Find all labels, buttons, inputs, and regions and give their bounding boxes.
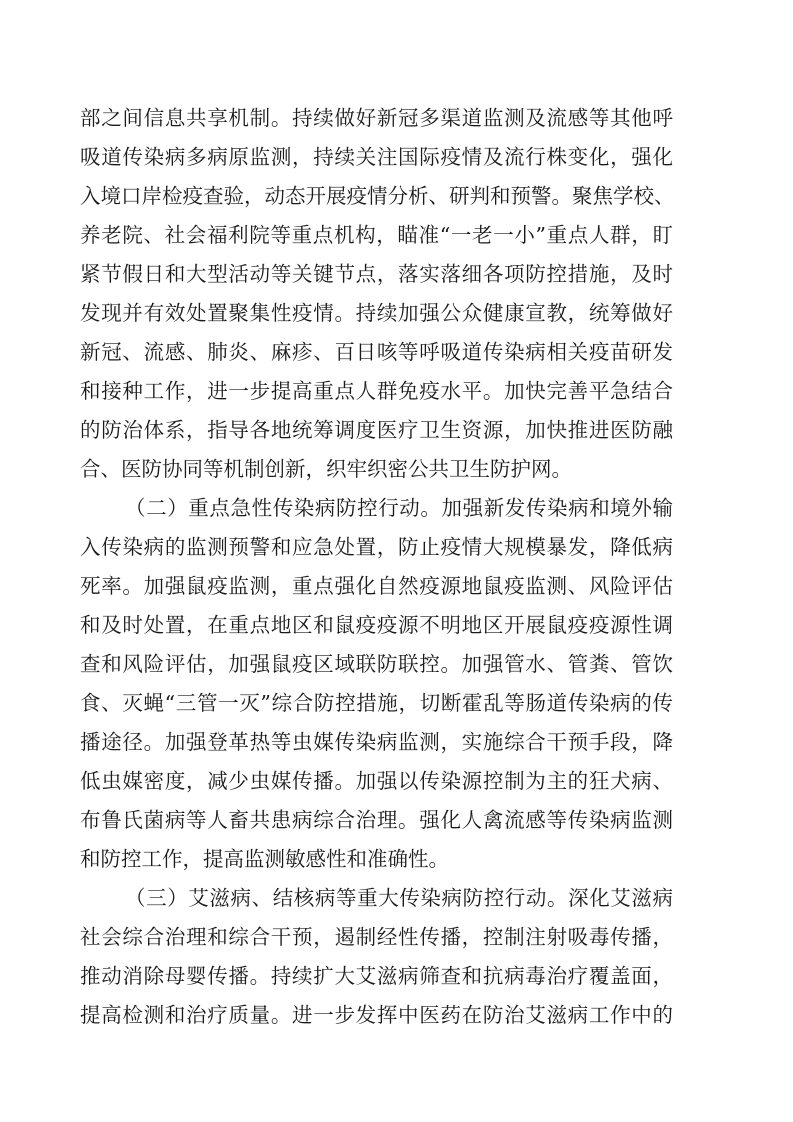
text-line: 推动消除母婴传播。持续扩大艾滋病筛查和抗病毒治疗覆盖面， — [80, 964, 673, 988]
text-line: 死率。加强鼠疫监测，重点强化自然疫源地鼠疫监测、风险评估 — [80, 574, 673, 598]
text-line: 紧节假日和大型活动等关键节点，落实落细各项防控措施，及时 — [80, 262, 673, 286]
text-line: 养老院、社会福利院等重点机构，瞄准“一老一小”重点人群，盯 — [80, 223, 673, 247]
text-line: 社会综合治理和综合干预，遏制经性传播，控制注射吸毒传播， — [80, 925, 673, 949]
text-line: 部之间信息共享机制。持续做好新冠多渠道监测及流感等其他呼 — [80, 106, 673, 130]
text-line: 和接种工作，进一步提高重点人群免疫水平。加快完善平急结合 — [80, 379, 673, 403]
text-line: 吸道传染病多病原监测，持续关注国际疫情及流行株变化，强化 — [80, 145, 673, 169]
text-line: 发现并有效处置聚集性疫情。持续加强公众健康宣教，统筹做好 — [80, 301, 673, 325]
text-line: 低虫媒密度，减少虫媒传播。加强以传染源控制为主的狂犬病、 — [80, 769, 673, 793]
text-line: 查和风险评估，加强鼠疫区域联防联控。加强管水、管粪、管饮 — [80, 652, 673, 676]
text-line: 布鲁氏菌病等人畜共患病综合治理。强化人禽流感等传染病监测 — [80, 808, 673, 832]
text-line: 食、灭蝇“三管一灭”综合防控措施，切断霍乱等肠道传染病的传 — [80, 691, 673, 715]
section-heading-line: （二）重点急性传染病防控行动。加强新发传染病和境外输 — [125, 496, 673, 520]
text-line: 和及时处置，在重点地区和鼠疫疫源不明地区开展鼠疫疫源性调 — [80, 613, 673, 637]
text-line: 和防控工作，提高监测敏感性和准确性。 — [80, 847, 449, 871]
text-line: 合、医防协同等机制创新，织牢织密公共卫生防护网。 — [80, 457, 572, 481]
section-heading-line: （三）艾滋病、结核病等重大传染病防控行动。深化艾滋病 — [125, 886, 673, 910]
text-line: 入境口岸检疫查验，动态开展疫情分析、研判和预警。聚焦学校、 — [80, 184, 675, 208]
text-line: 提高检测和治疗质量。进一步发挥中医药在防治艾滋病工作中的 — [80, 1003, 673, 1027]
text-line: 的防治体系，指导各地统筹调度医疗卫生资源，加快推进医防融 — [80, 418, 673, 442]
text-line: 新冠、流感、肺炎、麻疹、百日咳等呼吸道传染病相关疫苗研发 — [80, 340, 673, 364]
text-line: 入传染病的监测预警和应急处置，防止疫情大规模暴发，降低病 — [80, 535, 673, 559]
text-line: 播途径。加强登革热等虫媒传染病监测，实施综合干预手段，降 — [80, 730, 673, 754]
